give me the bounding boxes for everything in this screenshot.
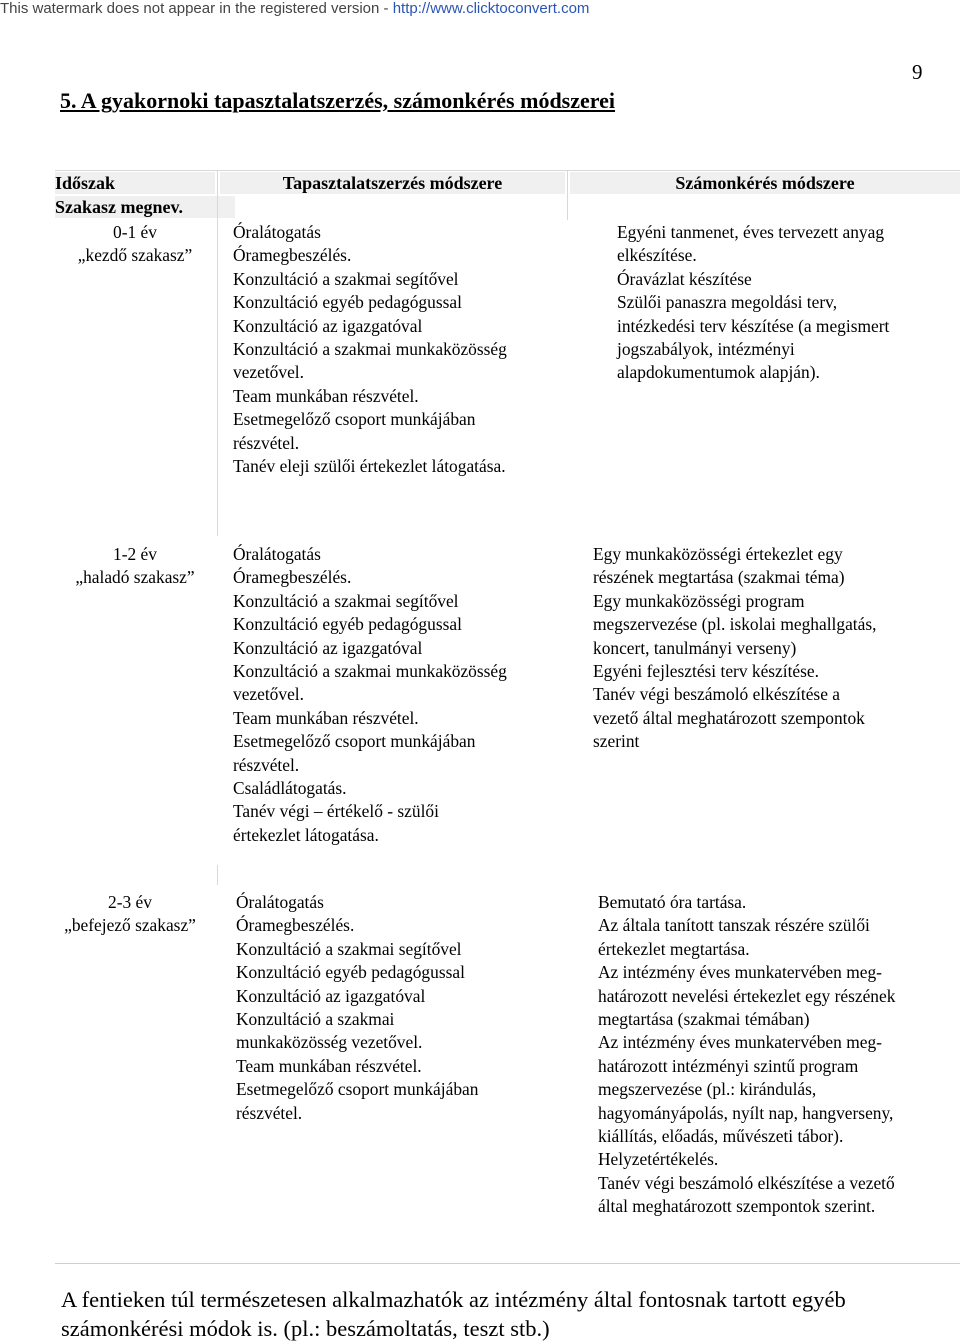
header-period-label: Időszak bbox=[55, 173, 116, 193]
method-item: Team munkában részvétel. bbox=[236, 1055, 422, 1076]
assessment-item: megszervezése (pl.: kirándulás, bbox=[598, 1079, 817, 1100]
method-item: részvétel. bbox=[236, 1102, 303, 1123]
method-item: Óralátogatás bbox=[233, 544, 321, 564]
watermark-link[interactable]: http://www.clicktoconvert.com bbox=[392, 0, 590, 17]
method-item: Konzultáció a szakmai munkaközösség bbox=[233, 661, 507, 682]
method-item: Óramegbeszélés. bbox=[233, 567, 352, 588]
period-range: 1-2 év bbox=[113, 544, 157, 564]
method-item: Konzultáció az igazgatóval bbox=[233, 637, 423, 658]
method-item: Tanév végi – értékelő - szülői bbox=[233, 801, 439, 822]
footer-divider bbox=[55, 1263, 960, 1264]
method-item: Esetmegelőző csoport munkájában bbox=[233, 409, 476, 430]
method-item: részvétel. bbox=[233, 432, 300, 453]
assessment-item: Egy munkaközösségi értekezlet egy bbox=[593, 544, 843, 564]
assessment-item: Helyzetértékelés. bbox=[598, 1149, 719, 1170]
assessment-item: hagyományápolás, nyílt nap, hangverseny, bbox=[598, 1102, 894, 1123]
table-row-2-assessment bbox=[593, 543, 953, 754]
assessment-item: Egyéni fejlesztési terv készítése. bbox=[593, 661, 819, 682]
assessment-item: Szülői panaszra megoldási terv, bbox=[617, 292, 838, 313]
assessment-item: részének megtartása (szakmai téma) bbox=[593, 567, 845, 588]
method-item: Konzultáció egyéb pedagógussal bbox=[236, 962, 465, 983]
method-item: Óramegbeszélés. bbox=[236, 915, 355, 936]
period-range: 0-1 év bbox=[113, 222, 157, 242]
assessment-item: kiállítás, előadás, művészeti tábor). bbox=[598, 1126, 844, 1147]
period-range: 2-3 év bbox=[108, 892, 152, 912]
method-item: Tanév eleji szülői értekezlet látogatása. bbox=[233, 456, 506, 477]
method-item: Esetmegelőző csoport munkájában bbox=[233, 731, 476, 752]
assessment-item: szerint bbox=[593, 731, 640, 752]
method-item: Team munkában részvétel. bbox=[233, 385, 419, 406]
method-item: Konzultáció egyéb pedagógussal bbox=[233, 292, 462, 313]
method-item: vezetővel. bbox=[233, 362, 304, 383]
method-item: Konzultáció egyéb pedagógussal bbox=[233, 614, 462, 635]
method-item: Konzultáció a szakmai segítővel bbox=[233, 268, 459, 289]
assessment-item: határozott nevelési értekezlet egy részének bbox=[598, 985, 896, 1006]
method-item: értekezlet látogatása. bbox=[233, 824, 379, 845]
table-top-rule bbox=[55, 170, 960, 171]
method-item: Konzultáció a szakmai segítővel bbox=[236, 938, 462, 959]
method-item: Konzultáció az igazgatóval bbox=[233, 315, 423, 336]
assessment-item: Az intézmény éves munkatervében meg- bbox=[598, 962, 882, 983]
watermark-banner bbox=[0, 0, 960, 17]
method-item: Óramegbeszélés. bbox=[233, 245, 352, 266]
method-item: Konzultáció a szakmai bbox=[236, 1009, 395, 1030]
assessment-item: Óravázlat készítése bbox=[617, 268, 752, 289]
method-item: Team munkában részvétel. bbox=[233, 707, 419, 728]
method-item: Óralátogatás bbox=[236, 892, 324, 912]
assessment-item: megtartása (szakmai témában) bbox=[598, 1009, 810, 1030]
assessment-item: által meghatározott szempontok szerint. bbox=[598, 1196, 876, 1217]
method-item: vezetővel. bbox=[233, 684, 304, 705]
table-row-2-period bbox=[55, 543, 215, 590]
method-item: Családlátogatás. bbox=[233, 778, 347, 799]
assessment-item: koncert, tanulmányi verseny) bbox=[593, 637, 797, 658]
period-stage: „kezdő szakasz” bbox=[77, 245, 193, 266]
method-item: Konzultáció a szakmai munkaközösség bbox=[233, 339, 507, 360]
period-stage: „befejező szakasz” bbox=[64, 915, 196, 936]
period-stage: „haladó szakasz” bbox=[75, 567, 195, 588]
assessment-item: Az általa tanított tanszak részére szülői bbox=[598, 915, 870, 936]
header-methods bbox=[220, 172, 565, 194]
method-item: Esetmegelőző csoport munkájában bbox=[236, 1079, 479, 1100]
assessment-item: elkészítése. bbox=[617, 245, 697, 266]
assessment-item: megszervezése (pl. iskolai meghallgatás, bbox=[593, 614, 877, 635]
assessment-item: Az intézmény éves munkatervében meg- bbox=[598, 1032, 882, 1053]
assessment-item: Tanév végi beszámoló elkészítése a bbox=[593, 684, 840, 705]
assessment-item: intézkedési terv készítése (a megismert bbox=[617, 315, 890, 336]
table-row-2-methods bbox=[233, 543, 573, 847]
column-divider-2 bbox=[567, 170, 568, 220]
assessment-item: Egy munkaközösségi program bbox=[593, 590, 805, 611]
table-row-3-methods bbox=[236, 891, 576, 1125]
column-divider-row3 bbox=[217, 865, 218, 885]
table-row-1-methods bbox=[233, 221, 568, 478]
assessment-item: jogszabályok, intézményi bbox=[617, 339, 795, 360]
section-title: 5. A gyakornoki tapasztalatszerzés, számonkérés módszerei bbox=[60, 88, 616, 113]
page-number: 9 bbox=[912, 60, 923, 84]
method-item: Konzultáció a szakmai segítővel bbox=[233, 590, 459, 611]
method-item: Konzultáció az igazgatóval bbox=[236, 985, 426, 1006]
table-row-1-period bbox=[55, 221, 215, 268]
assessment-item: Egyéni tanmenet, éves tervezett anyag bbox=[617, 222, 885, 242]
method-item: munkaközösség vezetővel. bbox=[236, 1032, 423, 1053]
table-row-3-period bbox=[40, 891, 220, 938]
method-item: Óralátogatás bbox=[233, 222, 321, 242]
assessment-item: alapdokumentumok alapján). bbox=[617, 362, 820, 383]
watermark-text: This watermark does not appear in the registered version - bbox=[0, 0, 393, 17]
table-row-3-assessment bbox=[598, 891, 958, 1219]
assessment-item: Bemutató óra tartása. bbox=[598, 892, 747, 912]
assessment-item: határozott intézményi szintű program bbox=[598, 1055, 859, 1076]
header-period-sub-label: Szakasz megnev. bbox=[55, 197, 183, 217]
column-divider-1 bbox=[217, 170, 218, 536]
header-assessment-label: Számonkérés módszere bbox=[675, 173, 855, 193]
header-period-sub bbox=[55, 196, 235, 218]
assessment-item: értekezlet megtartása. bbox=[598, 938, 750, 959]
method-item: részvétel. bbox=[233, 754, 300, 775]
footer-note: A fentieken túl természetesen alkalmazhatók az intézmény által fontosnak tartott egyéb számonkérési módok is. (pl.: beszámoltatás, teszt stb.) bbox=[61, 1287, 846, 1341]
header-methods-label: Tapasztalatszerzés módszere bbox=[282, 173, 503, 193]
assessment-item: Tanév végi beszámoló elkészítése a vezető bbox=[598, 1172, 895, 1193]
header-period bbox=[55, 172, 215, 194]
header-assessment bbox=[570, 172, 960, 194]
table-row-1-assessment bbox=[617, 221, 957, 385]
assessment-item: vezető által meghatározott szempontok bbox=[593, 707, 865, 728]
